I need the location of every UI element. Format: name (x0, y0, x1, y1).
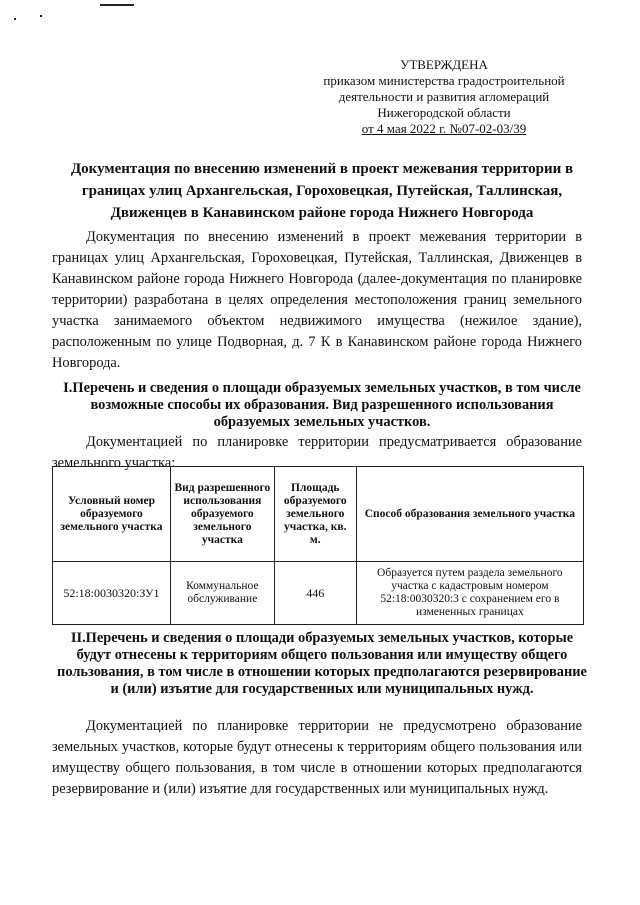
header-permitted-use: Вид разрешенного использования образуемого земельного участка (170, 467, 274, 562)
table-row (53, 562, 584, 625)
document-title: Документация по внесению изменений в проект межевания территории в границах улиц Архангельская, Гороховецкая, Путейская, Таллинская, Движенцев в Канавинском районе города Нижнего Новгорода (70, 161, 574, 221)
header-plot-number: Условный номер образуемого земельного участка (53, 467, 171, 562)
stamp-order-line: приказом министерства градостроительной (323, 73, 565, 88)
section-2-text: Документацией по планировке территории не предусмотрено образование земельных участков, которые будут отнесены к территориям общего пользования или имуществу общего пользования, в том числе в отношении которых предполагаются резервирование и (или) изъятие для государственных или муниципальных нужд. (52, 718, 582, 797)
approval-stamp (306, 57, 582, 137)
section-1-heading: I.Перечень и сведения о площади образуемых земельных участков, в том числе возможные способы их образования. Вид разрешенного использования образуемых земельных участков. (63, 380, 581, 430)
stamp-approved: УТВЕРЖДЕНА (400, 57, 488, 72)
intro-paragraph: Документация по внесению изменений в проект межевания территории в границах улиц Архангельская, Гороховецкая, Путейская, Таллинская, Движенцев в Канавинском районе города Нижнего Новгорода (далее-документация по планировке территории) разработана в целях определения местоположения границ земельного участка занимаемого объектом недвижимого имущества (нежилое здание), расположенным по улице Подворная, д. 7 К в Канавинском районе города Нижнего Новгорода. (52, 229, 582, 371)
stamp-order-number: от 4 мая 2022 г. №07-02-03/39 (361, 121, 527, 136)
scan-mark (40, 15, 42, 17)
cell-permitted-use: Коммунальное обслуживание (170, 562, 274, 625)
header-area: Площадь образуемого земельного участка, кв. м. (274, 467, 356, 562)
stamp-region-line: Нижегородской области (377, 105, 511, 120)
section-2-heading: II.Перечень и сведения о площади образуемых земельных участков, которые будут отнесены к территориям общего пользования или имуществу общего пользования, в том числе в отношении которых предполагаются резервирование и (или) изъятие для государственных или муниципальных нужд. (57, 630, 587, 697)
section-1-text: Документацией по планировке территории предусматривается образование земельного участка: (52, 434, 582, 471)
land-plots-table (52, 466, 584, 625)
scan-mark (100, 4, 134, 6)
header-formation-method: Способ образования земельного участка (356, 467, 583, 562)
cell-area: 446 (274, 562, 356, 625)
stamp-ministry-line: деятельности и развития агломераций (338, 89, 550, 104)
scan-mark (14, 18, 16, 20)
cell-plot-number: 52:18:0030320:ЗУ1 (53, 562, 171, 625)
cell-formation-method: Образуется путем раздела земельного участка с кадастровым номером 52:18:0030320:3 с сохранением его в измененных границах (356, 562, 583, 625)
table-header-row (53, 467, 584, 562)
